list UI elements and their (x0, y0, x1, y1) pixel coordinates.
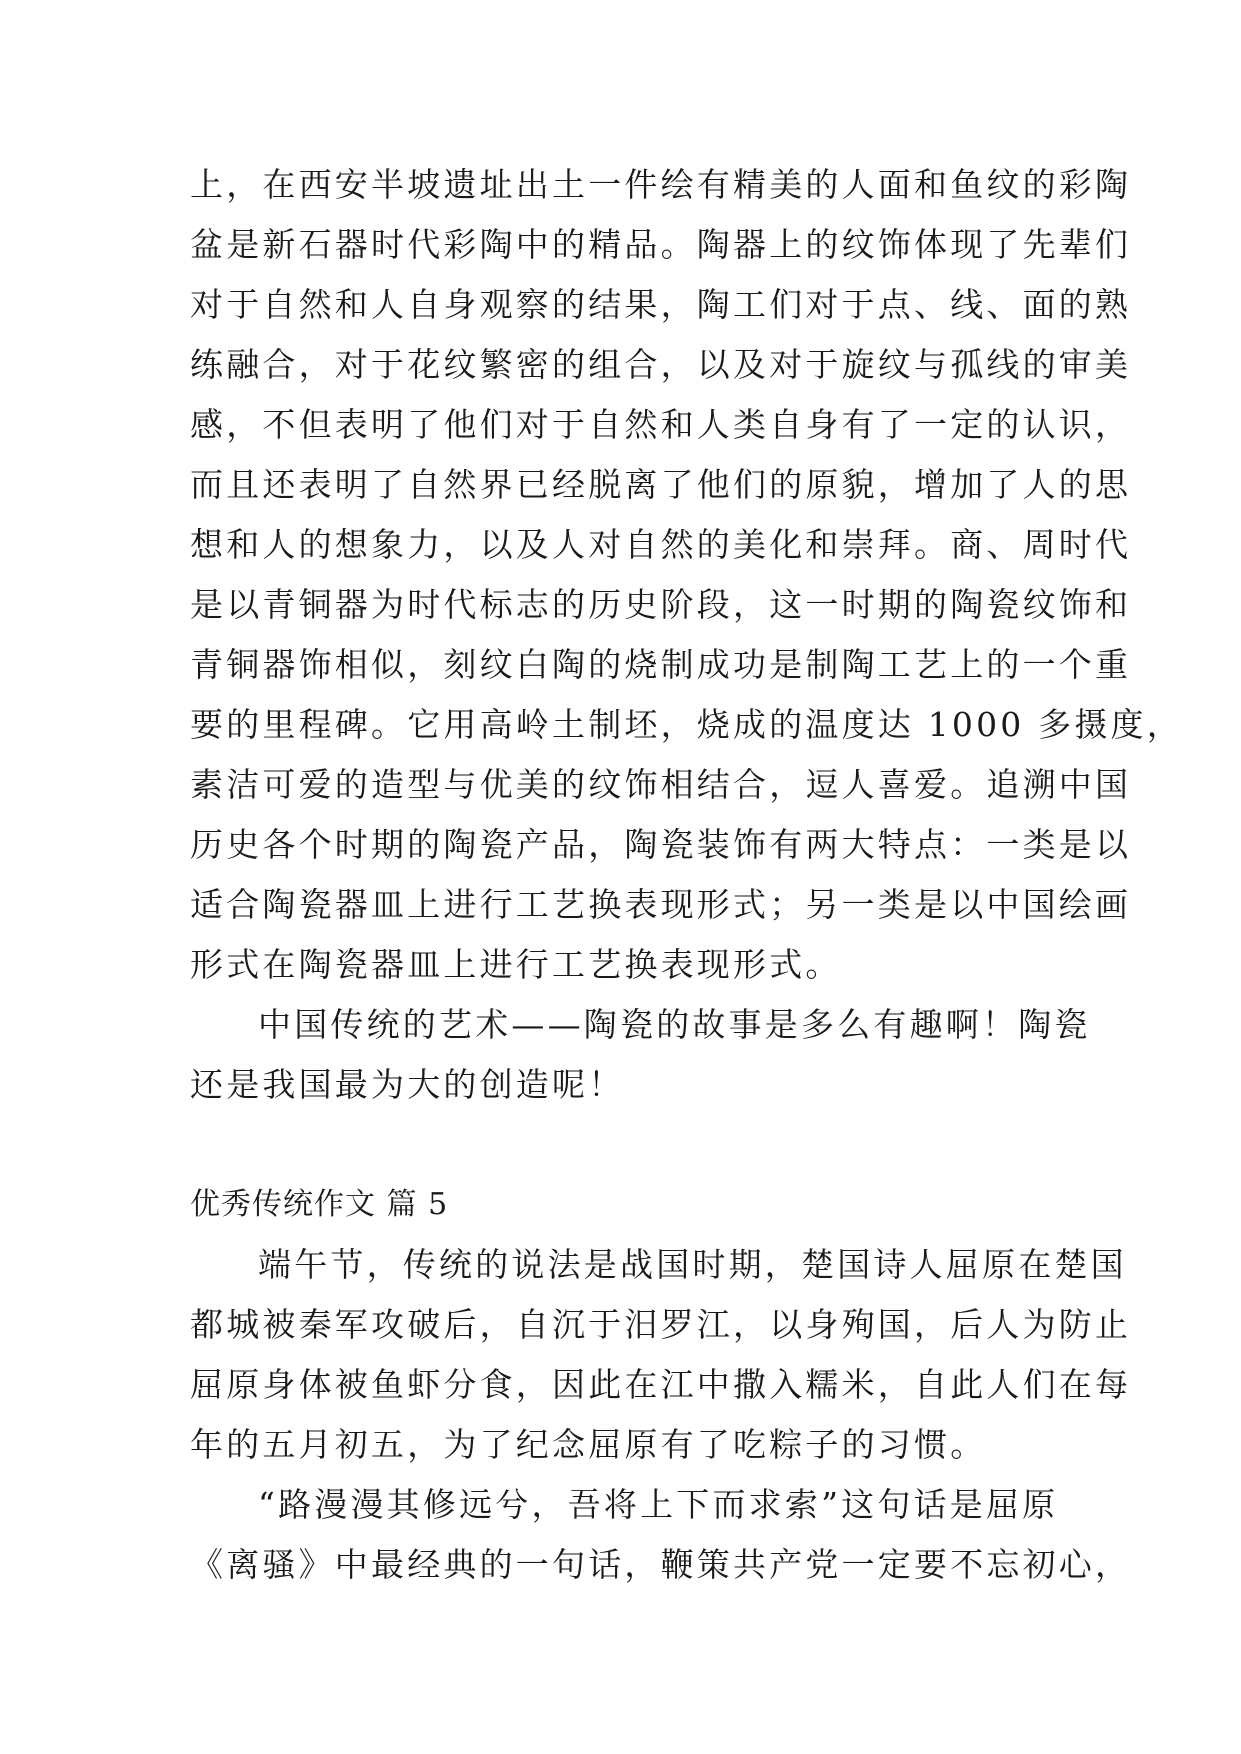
section-spacer (190, 1115, 1060, 1175)
text-line: 要的里程碑。它用高岭土制坯，烧成的温度达 1000 多摄度， (190, 705, 1183, 744)
paragraph-lisao-quote (190, 1475, 1132, 1595)
paragraph-ceramics-history (190, 155, 1183, 995)
text-line: 青铜器饰相似，刻纹白陶的烧制成功是制陶工艺上的一个重 (190, 645, 1132, 684)
text-line: 中国传统的艺术——陶瓷的故事是多么有趣啊！陶瓷 (258, 1005, 1091, 1044)
text-line: 而且还表明了自然界已经脱离了他们的原貌，增加了人的思 (190, 465, 1132, 504)
section-heading: 优秀传统作文 篇 5 (190, 1187, 449, 1222)
text-line: 上，在西安半坡遗址出土一件绘有精美的人面和鱼纹的彩陶 (190, 165, 1132, 204)
text-line: 形式在陶瓷器皿上进行工艺换表现形式。 (190, 945, 842, 984)
text-line: 素洁可爱的造型与优美的纹饰相结合，逗人喜爱。追溯中国 (190, 765, 1132, 804)
text-line: 练融合，对于花纹繁密的组合，以及对于旋纹与孤线的审美 (190, 345, 1132, 384)
text-line: 是以青铜器为时代标志的历史阶段，这一时期的陶瓷纹饰和 (190, 585, 1132, 624)
text-line: 《离骚》中最经典的一句话，鞭策共产党一定要不忘初心， (190, 1545, 1132, 1584)
text-line: 端午节，传统的说法是战国时期，楚国诗人屈原在楚国 (258, 1245, 1127, 1284)
text-line: 都城被秦军攻破后，自沉于汨罗江，以身殉国，后人为防止 (190, 1305, 1132, 1344)
text-line: 还是我国最为大的创造呢！ (190, 1065, 625, 1104)
text-line: 屈原身体被鱼虾分食，因此在江中撒入糯米，自此人们在每 (190, 1365, 1132, 1404)
text-line: 想和人的想象力，以及人对自然的美化和崇拜。商、周时代 (190, 525, 1132, 564)
text-line: 年的五月初五，为了纪念屈原有了吃粽子的习惯。 (190, 1425, 987, 1464)
document-page (190, 155, 1183, 1595)
text-line: 盆是新石器时代彩陶中的精品。陶器上的纹饰体现了先辈们 (190, 225, 1132, 264)
text-line: 适合陶瓷器皿上进行工艺换表现形式；另一类是以中国绘画 (190, 885, 1132, 924)
paragraph-ceramics-conclusion (190, 995, 1091, 1115)
text-line: 感，不但表明了他们对于自然和人类自身有了一定的认识， (190, 405, 1132, 444)
text-line: 对于自然和人自身观察的结果，陶工们对于点、线、面的熟 (190, 285, 1132, 324)
paragraph-dragon-boat-festival (190, 1235, 1132, 1475)
text-line: “路漫漫其修远兮，吾将上下而求索”这句话是屈原 (258, 1485, 1059, 1524)
text-line: 历史各个时期的陶瓷产品，陶瓷装饰有两大特点：一类是以 (190, 825, 1132, 864)
